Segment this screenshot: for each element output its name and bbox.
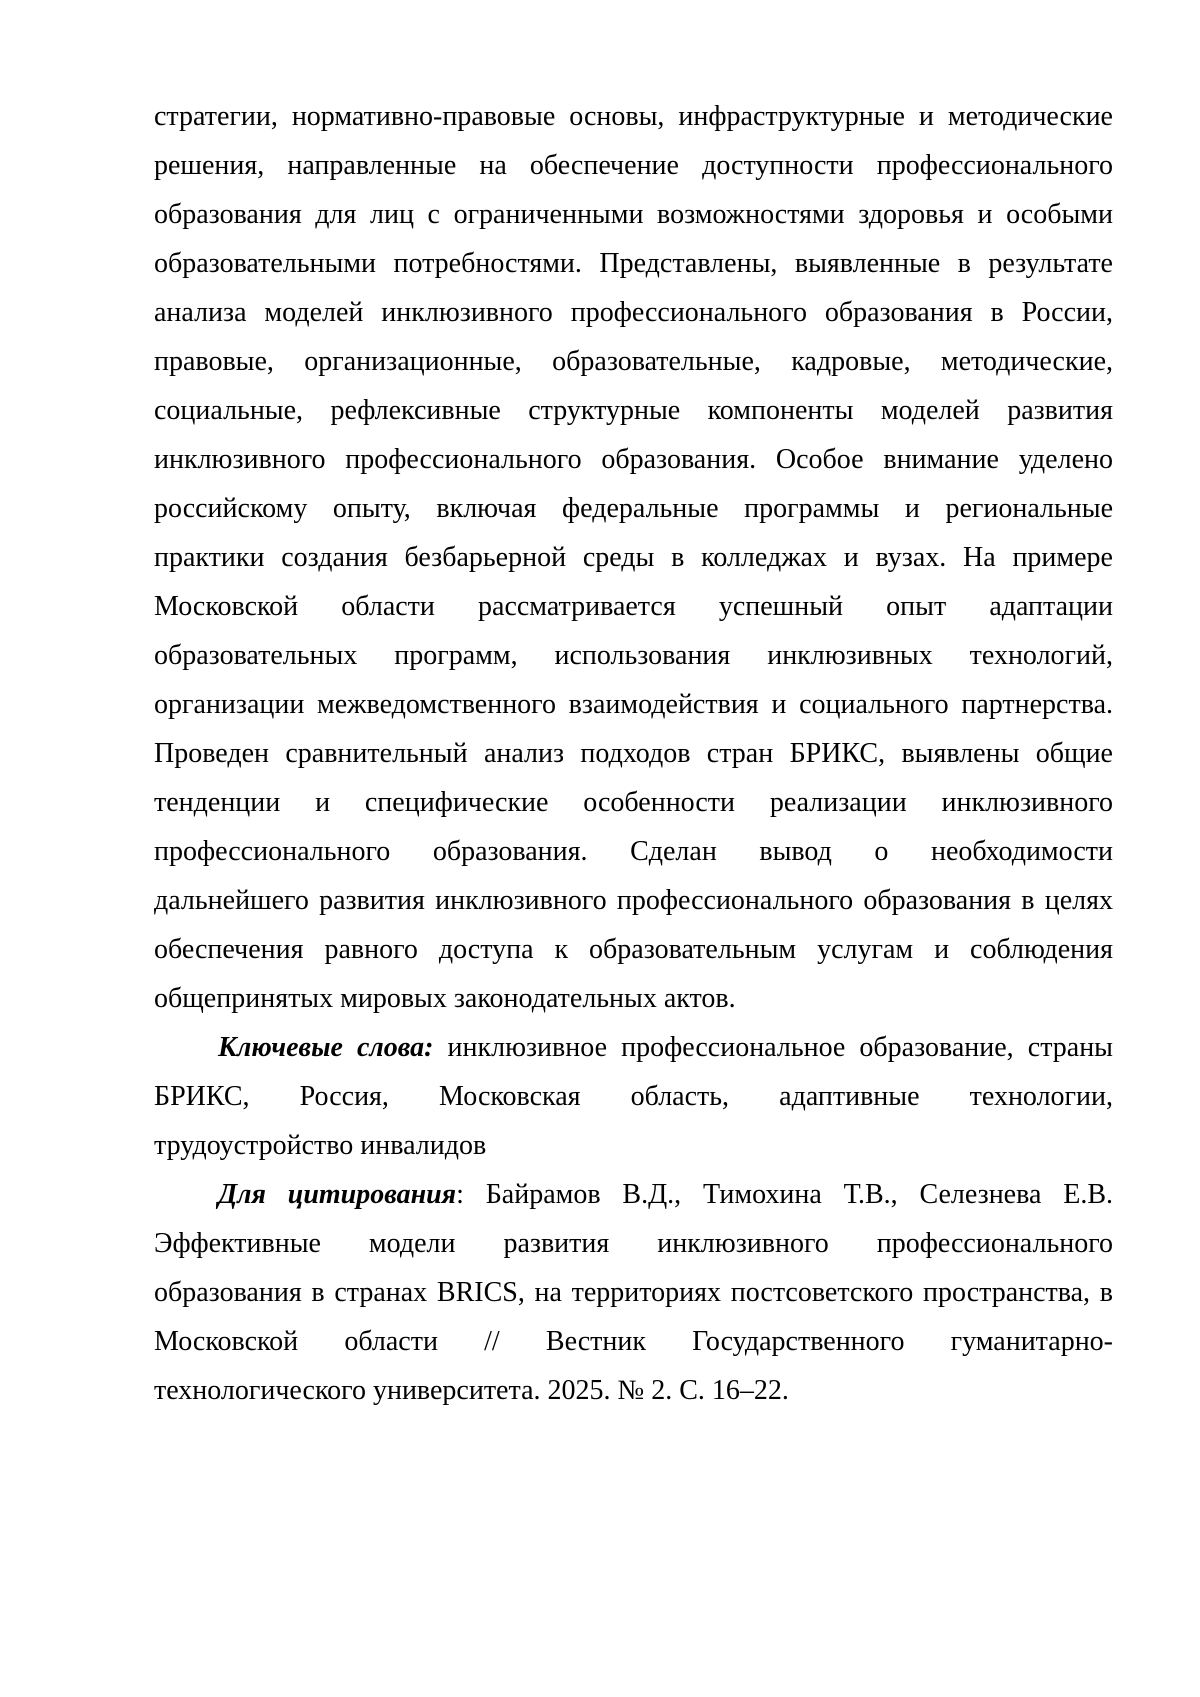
abstract-line: обеспечения равного доступа к образовательным услугам и соблюдения [154, 934, 1113, 965]
abstract-line: российскому опыту, включая федеральные программы и региональные [154, 493, 1113, 524]
citation-text: : Байрамов В.Д., Тимохина Т.В., Селезнева Е.В. [456, 1179, 1113, 1210]
abstract-line: образования для лиц с ограниченными возможностями здоровья и особыми [154, 199, 1113, 230]
citation-label: Для цитирования [218, 1179, 457, 1210]
abstract-line: Московской области рассматривается успешный опыт адаптации [154, 591, 1113, 622]
abstract-line: организации межведомственного взаимодействия и социального партнерства. [154, 689, 1113, 720]
abstract-paragraph [154, 92, 1113, 1023]
abstract-line: общепринятых мировых законодательных актов. [154, 983, 736, 1014]
citation-line: технологического университета. 2025. № 2. С. 16–22. [154, 1375, 789, 1406]
citation-line: Эффективные модели развития инклюзивного профессионального [154, 1228, 1113, 1259]
abstract-line: стратегии, нормативно-правовые основы, инфраструктурные и методические [154, 101, 1113, 132]
citation-line: образования в странах BRICS, на территориях постсоветского пространства, в [154, 1277, 1113, 1308]
keywords-label: Ключевые слова: [218, 1032, 434, 1063]
abstract-line: образовательных программ, использования инклюзивных технологий, [154, 640, 1113, 671]
abstract-line: анализа моделей инклюзивного профессионального образования в России, [154, 297, 1113, 328]
abstract-line: решения, направленные на обеспечение доступности профессионального [154, 150, 1113, 181]
abstract-line: тенденции и специфические особенности реализации инклюзивного [154, 787, 1113, 818]
keywords-text: инклюзивное профессиональное образование, страны [433, 1032, 1113, 1063]
abstract-line: Проведен сравнительный анализ подходов стран БРИКС, выявлены общие [154, 738, 1113, 769]
abstract-line: правовые, организационные, образовательные, кадровые, методические, [154, 346, 1113, 377]
keywords-paragraph [154, 1023, 1113, 1170]
abstract-line: дальнейшего развития инклюзивного профессионального образования в целях [154, 885, 1113, 916]
abstract-line: практики создания безбарьерной среды в колледжах и вузах. На примере [154, 542, 1113, 573]
abstract-line: инклюзивного профессионального образования. Особое внимание уделено [154, 444, 1113, 475]
citation-paragraph [154, 1170, 1113, 1415]
citation-line [154, 1170, 1113, 1219]
keywords-line [154, 1023, 1113, 1072]
abstract-line: образовательными потребностями. Представлены, выявленные в результате [154, 248, 1113, 279]
keywords-line: трудоустройство инвалидов [154, 1130, 487, 1161]
citation-line: Московской области // Вестник Государственного гуманитарно- [154, 1326, 1113, 1357]
abstract-line: профессионального образования. Сделан вывод о необходимости [154, 836, 1113, 867]
keywords-line: БРИКС, Россия, Московская область, адаптивные технологии, [154, 1081, 1113, 1112]
abstract-line: социальные, рефлексивные структурные компоненты моделей развития [154, 395, 1113, 426]
